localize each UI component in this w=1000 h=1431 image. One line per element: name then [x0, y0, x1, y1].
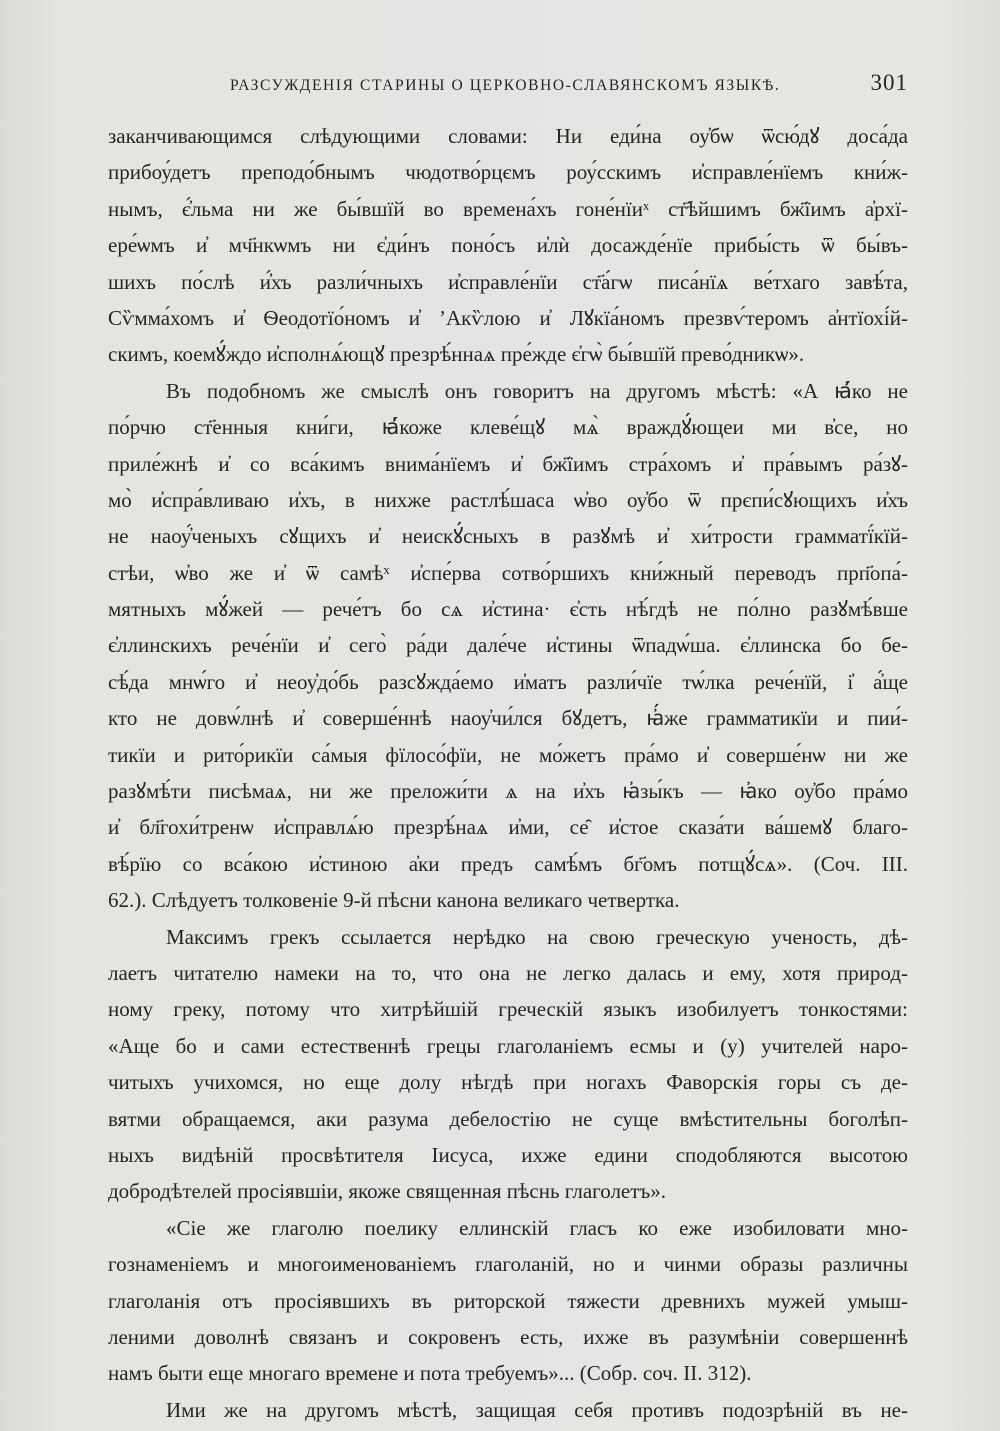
text-line: читыхъ учихомся, но еще долу нѣгдѣ при ногахъ Фаворскія горы съ де- — [108, 1070, 908, 1095]
text-line: по́рчю ст҃енныя кни́ги, ꙗ҆́коже клеве́щꙋ мѧ̀ враждꙋ́ющеи ми в҆се, но — [108, 415, 908, 440]
text-line: кто не довѡ́лнѣ и҆ соверше́ннѣ наоу҆чи́лся бꙋдетъ, ꙗ҆́же грамматикїи и пии́- — [108, 706, 908, 731]
text-line: гознаменіемъ и многоименованіемъ глаголаній, но и чинми образы различны — [108, 1252, 908, 1277]
text-line: є҆ллинскихъ рече́нїи и҆ сего̀ ра́ди дале́че и҆стины ѿпадѡ́ша. є҆ллинска бо бе- — [108, 633, 908, 658]
text-line: и҆ бл҃гохи́тренѡ и҆справлѧ́ю презрѣ́наѧ и҆ми, се̑ и҆стое сказа́ти ва́шемꙋ благо- — [108, 815, 908, 840]
text-line: Максимъ грекъ ссылается нерѣдко на свою греческую ученость, дѣ- — [166, 924, 908, 949]
paragraph — [108, 1210, 908, 1392]
text-line: глаголанія отъ просіявшихъ въ риторской тяжести древнихъ мужей умыш- — [108, 1288, 908, 1313]
running-head — [108, 70, 908, 100]
text-line: не наоу҆́ченыхъ сꙋщихъ и҆ неискꙋ́сныхъ в разꙋмѣ и҆ хи́трости грамматї́кїй- — [108, 524, 908, 549]
text-line: нымъ, є҆́льма ни же бы́вшїй во времена́хъ гоне́нїиˣ ст҃ѣйшимъ бж҃їимъ а҆рхї- — [108, 196, 908, 221]
paragraph — [108, 373, 908, 919]
text-line: Сѷмма́хомъ и҆ Ѳеодотїо́номъ и҆ ʼАкѷлою и҆ Лꙋкїа́номъ презвѵ́теромъ а҆нтїохі́й- — [108, 305, 908, 330]
text-line: леними доволнѣ связанъ и сокровенъ есть, ихже въ разумѣніи совершеннѣ — [108, 1324, 908, 1349]
text-line: приле́жнѣ и҆ со вса́кимъ внима́нїемъ и҆ бж҃їимъ стра́хомъ и҆ пра́вымъ ра́зꙋ- — [108, 451, 908, 476]
text-line: ныхъ видѣній просвѣтителя Іисуса, ихже едини сподобляются высотою — [108, 1142, 908, 1167]
text-line: заканчивающимся слѣдующими словами: Ни еди́на оу҆бѡ ѿсю́дꙋ доса́да — [108, 124, 908, 148]
text-line: Ими же на другомъ мѣстѣ, защищая себя противъ подозрѣній въ не- — [166, 1397, 908, 1422]
text-line: вятми обращаемся, аки разума дебелостію не суще вмѣстительны боголѣп- — [108, 1106, 908, 1131]
text-line: прибоу́детъ преподо́бнымъ чюдотво́рцємъ роу́сскимъ и҆справле́нїемъ кни́ж- — [108, 160, 908, 185]
text-line: ному греку, потому что хитрѣйшій греческій языкъ изобилуетъ тонкостями: — [108, 997, 908, 1022]
text-line: шихъ по́слѣ и҆́хъ разли́чныхъ и҆справле́нїи ст҃а́гѡ писа́нїѧ ве́тхаго завѣ́та, — [108, 269, 908, 294]
text-line: мятныхъ мꙋ́жей — рече́тъ бо сѧ и҆стина· є҆сть нѣ́гдѣ не по́лно разꙋмѣ́вше — [108, 597, 908, 622]
text-line: намъ быти еще многаго времене и пота требуемъ»... (Собр. соч. II. 312). — [108, 1361, 752, 1386]
body-text — [108, 118, 908, 1428]
text-line: вѣ́рїю со вса́кою и҆стиною а҆ки предъ самѣ́мъ бг҃омъ потщꙋ́сѧ». (Соч. III. — [108, 851, 908, 876]
text-line: лаетъ читателю намеки на то, что она не легко далась и ему, хотя природ- — [108, 960, 908, 985]
paragraph-continues — [108, 1392, 908, 1428]
text-line: «Аще бо и сами естественнѣ грецы глаголаніемъ есмы и (у) учителей наро- — [108, 1033, 908, 1058]
text-line: разꙋмѣ́ти писѣмаѧ, ни же преложи́ти ѧ на и҆хъ ꙗ҆зы́къ — ꙗ҆ко оу҆бо пра́мо — [108, 779, 908, 804]
text-line: добродѣтелей просіявшіи, якоже священная пѣснь глаголетъ». — [108, 1179, 667, 1204]
text-line: ере́ѡмъ и҆ мч҃нкѡмъ ни є҆ди́нъ поно́съ и҆лѝ досажде́нїе прибы́сть ѿ бы́въ- — [108, 233, 908, 258]
running-title: РАЗСУЖДЕНІЯ СТАРИНЫ О ЦЕРКОВНО-СЛАВЯНСКОМЪ ЯЗЫКѢ. — [230, 77, 781, 94]
text-line: стѣи, ѡ҆во же и҆ ѿ самѣˣ и҆спе́рва сотво́ршихъ кни́жный переводъ прп҃опа́- — [108, 560, 908, 585]
page-number: 301 — [870, 70, 908, 95]
paragraph — [108, 919, 908, 1210]
text-line: Въ подобномъ же смыслѣ онъ говоритъ на другомъ мѣстѣ: «А ꙗ҆́ко не — [166, 378, 908, 403]
paragraph-continued-quote — [108, 118, 908, 373]
text-line: сѣ́да мнѡ́го и҆ неоу҆до́бь разсꙋжда́емо и҆матъ разли́чїе тѡ́лка рече́нїй, і҆ а҆́ще — [108, 669, 908, 694]
text-line: тикїи и рито́рикїи са́мыя фїлосо́фїи, не мо́жетъ пра́мо и҆ соверше́нѡ ни же — [108, 742, 908, 767]
text-line: мо̀ и҆спра́вливаю и҆хъ, в нихже растлѣ́шаса ѡ҆во оу҆бо ѿ прєпи́сꙋющихъ и҆хъ — [108, 487, 908, 512]
text-line: 62.). Слѣдуетъ толковеніе 9-й пѣсни канона великаго четвертка. — [108, 888, 680, 913]
text-line: «Сіе же глаголю поелику еллинскій гласъ ко еже изобиловати мно- — [166, 1215, 908, 1240]
text-line: скимъ, коемꙋ́ждо и҆сполнѧ́ющꙋ презрѣ́ннаѧ пре́жде є҆гѡ̀ бы́вшїй прево́дникѡ». — [108, 342, 805, 367]
